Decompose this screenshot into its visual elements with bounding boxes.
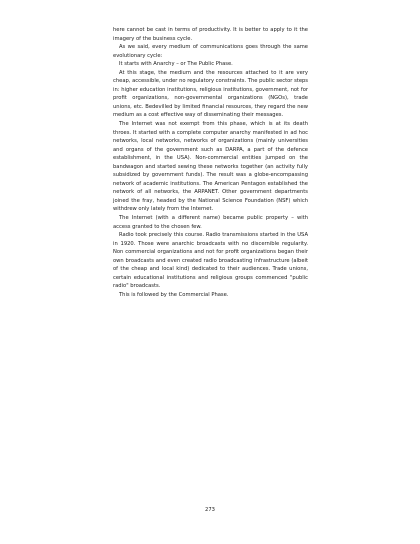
paragraph: The Internet was not exempt from this phase, which is at its death throes. It started with a complete computer anarchy manifested in ad hoc networks, local networks, networks of organizations (mainly universities and organs of the government such as DARPA, a part of the defence establishment, in the USA). Non-commercial entities jumped on the bandwagon and started sewing these networks together (an activity fully subsidized by government funds). The result was a globe-encompassing network of academic institutions. The American Pentagon established the network of all networks, the ARPANET. Other government departments joined the fray, headed by the National Science Foundation (NSF) which withdrew only lately from the Internet. bbox=[113, 121, 308, 213]
paragraph: At this stage, the medium and the resources attached to it are very cheap, accessible, under no regulatory constraints. The public sector steps in: higher education institutions, religious institutions, government, not for profit organizations, non-governmental organizations (NGOs), trade unions, etc. Bedevilled by limited financial resources, they regard the new medium as a cost effective way of disseminating their messages. bbox=[113, 69, 309, 119]
paragraph: here cannot be cast in terms of productivity. It is better to apply to it the imagery of the business cycle. bbox=[113, 27, 308, 42]
paragraph: Radio took precisely this course. Radio transmissions started in the USA in 1920. Those were anarchic broadcasts with no discernible regularity. Non commercial organizations and not for profit organizations began their own broadcasts and even created radio broadcasting infrastructure (albeit of the cheap and local kind) dedicated to their audiences. Trade unions, certain educational institutions and religious groups commenced "public radio" broadcasts. bbox=[113, 232, 308, 290]
paragraph: It starts with Anarchy – or The Public Phase. bbox=[119, 61, 233, 68]
paragraph: As we said, every medium of communications goes through the same evolutionary cycle: bbox=[113, 44, 308, 59]
paragraph: The Internet (with a different name) became public property – with access granted to the chosen few. bbox=[113, 215, 308, 230]
paragraph: This is followed by the Commercial Phase. bbox=[119, 291, 229, 298]
page-number: 273 bbox=[205, 507, 215, 513]
page-body bbox=[113, 26, 308, 300]
